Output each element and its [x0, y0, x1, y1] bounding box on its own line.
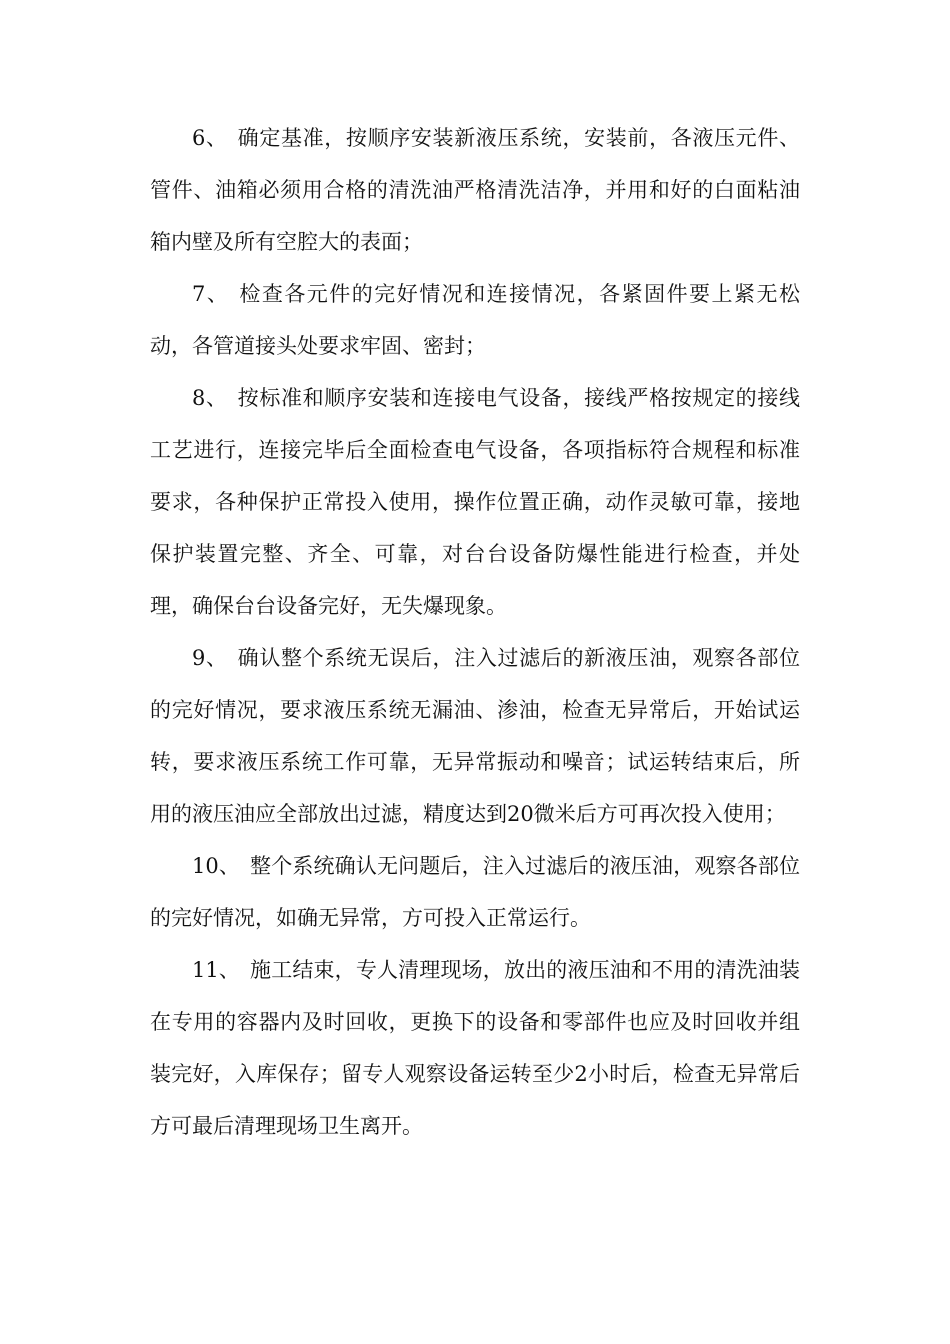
paragraph-8: [150, 372, 800, 632]
paragraph-number: 9、: [192, 646, 228, 670]
paragraph-number: 10、: [192, 854, 241, 878]
paragraph-number: 11、: [192, 958, 241, 982]
document-page: [150, 112, 800, 1152]
paragraph-6: [150, 112, 800, 268]
paragraph-10: [150, 840, 800, 944]
paragraph-number: 6、: [192, 126, 228, 150]
paragraph-number: 7、: [192, 282, 230, 306]
paragraph-text: 施工结束，专人清理现场，放出的液压油和不用的清洗油装在专用的容器内及时回收，更换下的设备和零部件也应及时回收并组装完好，入库保存；留专人观察设备运转至少2小时后，检查无异常后方可最后清理现场卫生离开。: [150, 958, 800, 1138]
paragraph-number: 8、: [192, 386, 228, 410]
paragraph-text: 检查各元件的完好情况和连接情况，各紧固件要上紧无松动，各管道接头处要求牢固、密封；: [150, 282, 800, 358]
paragraph-text: 确定基准，按顺序安装新液压系统，安装前，各液压元件、管件、油箱必须用合格的清洗油严格清洗洁净，并用和好的白面粘油箱内壁及所有空腔大的表面；: [150, 126, 800, 254]
paragraph-9: [150, 632, 800, 840]
paragraph-text: 按标准和顺序安装和连接电气设备，接线严格按规定的接线工艺进行，连接完毕后全面检查电气设备，各项指标符合规程和标准要求，各种保护正常投入使用，操作位置正确，动作灵敏可靠，接地保护装置完整、齐全、可靠，对台台设备防爆性能进行检查，并处理，确保台台设备完好，无失爆现象。: [150, 386, 800, 618]
paragraph-7: [150, 268, 800, 372]
paragraph-11: [150, 944, 800, 1152]
paragraph-text: 整个系统确认无问题后，注入过滤后的液压油，观察各部位的完好情况，如确无异常，方可投入正常运行。: [150, 854, 800, 930]
paragraph-text: 确认整个系统无误后，注入过滤后的新液压油，观察各部位的完好情况，要求液压系统无漏油、渗油，检查无异常后，开始试运转，要求液压系统工作可靠，无异常振动和噪音；试运转结束后，所用的液压油应全部放出过滤，精度达到20微米后方可再次投入使用；: [150, 646, 800, 826]
